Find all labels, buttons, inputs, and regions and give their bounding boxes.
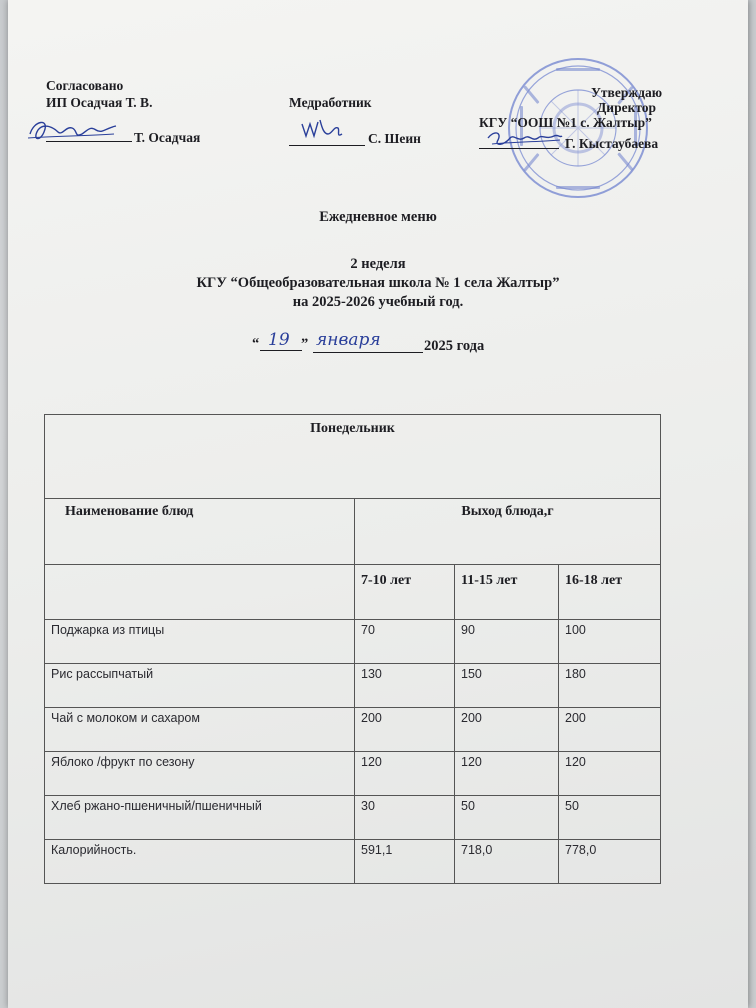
portion-16-18: 200 xyxy=(559,708,661,752)
signature-right xyxy=(484,124,564,154)
calories-7-10: 591,1 xyxy=(355,840,455,884)
portion-16-18: 180 xyxy=(559,664,661,708)
portion-11-15: 50 xyxy=(455,796,559,840)
portion-7-10: 200 xyxy=(355,708,455,752)
portion-7-10: 120 xyxy=(355,752,455,796)
day-header: Понедельник xyxy=(45,415,661,499)
school-year: на 2025-2026 учебный год. xyxy=(292,294,464,310)
agreed-org: ИП Осадчая Т. В. xyxy=(46,95,153,110)
portion-7-10: 30 xyxy=(355,796,455,840)
age-group-header: 11-15 лет xyxy=(455,565,559,620)
school-name: КГУ “Общеобразовательная школа № 1 села Жалтыр” xyxy=(196,275,560,291)
date-day-line xyxy=(260,350,302,351)
date-month-line xyxy=(313,352,423,353)
portion-16-18: 120 xyxy=(559,752,661,796)
date-close-quote: ” xyxy=(301,336,309,352)
director-org: КГУ “ООШ №1 с. Жалтыр” xyxy=(479,115,652,130)
week-label: 2 неделя xyxy=(350,256,406,272)
age-group-header: 7-10 лет xyxy=(355,565,455,620)
portion-11-15: 120 xyxy=(455,752,559,796)
date-month: января xyxy=(316,330,381,350)
column-header-output: Выход блюда,г xyxy=(355,499,661,565)
table-row-calories xyxy=(45,840,661,884)
calories-11-15: 718,0 xyxy=(455,840,559,884)
table-row xyxy=(45,620,661,664)
director-label: Директор xyxy=(597,100,657,115)
signer-middle: С. Шеин xyxy=(368,131,421,146)
age-group-header: 16-18 лет xyxy=(559,565,661,620)
table-row xyxy=(45,752,661,796)
date-day: 19 xyxy=(268,330,290,350)
portion-16-18: 100 xyxy=(559,620,661,664)
dish-name: Чай с молоком и сахаром xyxy=(45,708,355,752)
signer-left: Т. Осадчая xyxy=(134,130,201,145)
signature-middle xyxy=(298,116,344,146)
date-year: 2025 года xyxy=(424,338,485,354)
dish-name: Рис рассыпчатый xyxy=(45,664,355,708)
dish-name: Яблоко /фрукт по сезону xyxy=(45,752,355,796)
agreed-label: Согласовано xyxy=(46,78,124,93)
dish-name: Поджарка из птицы xyxy=(45,620,355,664)
approve-label: Утверждаю xyxy=(591,85,663,100)
signature-left xyxy=(24,114,120,148)
portion-11-15: 90 xyxy=(455,620,559,664)
age-header-blank xyxy=(45,565,355,620)
table-row xyxy=(45,796,661,840)
medworker-label: Медработник xyxy=(289,95,372,110)
portion-7-10: 70 xyxy=(355,620,455,664)
menu-title: Ежедневное меню xyxy=(319,209,437,225)
menu-table xyxy=(44,414,661,884)
calories-label: Калорийность. xyxy=(45,840,355,884)
date-open-quote: “ xyxy=(252,336,260,352)
column-header-dish: Наименование блюд xyxy=(45,499,355,565)
calories-16-18: 778,0 xyxy=(559,840,661,884)
table-row xyxy=(45,664,661,708)
portion-11-15: 200 xyxy=(455,708,559,752)
table-row xyxy=(45,708,661,752)
portion-16-18: 50 xyxy=(559,796,661,840)
dish-name: Хлеб ржано-пшеничный/пшеничный xyxy=(45,796,355,840)
signer-right: Г. Кыстаубаева xyxy=(565,136,659,151)
portion-7-10: 130 xyxy=(355,664,455,708)
portion-11-15: 150 xyxy=(455,664,559,708)
